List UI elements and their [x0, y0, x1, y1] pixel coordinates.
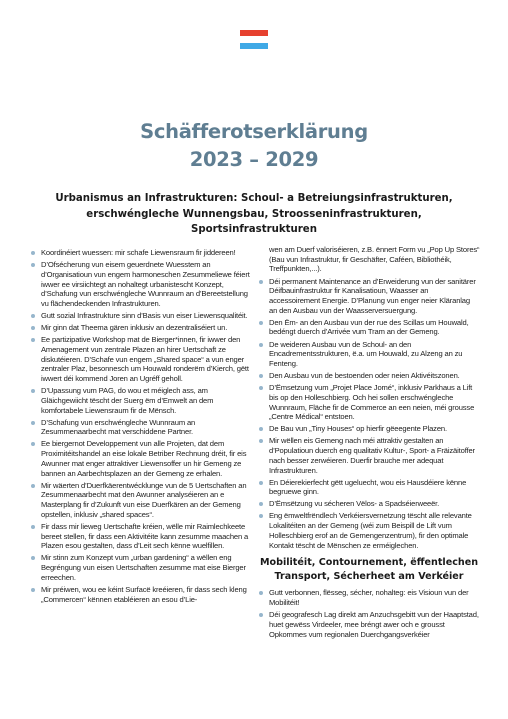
document-years: 2023 – 2029	[189, 148, 319, 171]
list-item: Eng ëmweltfrëndlech Verkéiersvernetzung tëscht alle relevante Lokalitéiten an der Gemeng (wéi zum Beispill de Lift vum Holleschbierg erof an de Gemengenzentrum), fir den optimale Kontakt tëscht de Mënschen ze erméiglechen.	[258, 511, 480, 550]
list-item: Ee biergernot Developpement vun alle Projeten, dat dem Proximitéitshandel an eise lokale Betriber Rechnung dréit, fir eis Awunner mat enger attraktiver Liewensoffer un hir Gemeng ze bannen an Aarbechtsplazen an der Gemeng ze erhalen.	[30, 439, 250, 478]
list-item: Den Ausbau vun de bestoenden oder neien Aktivéitszonen.	[258, 371, 480, 381]
list-item: De weideren Ausbau vun de Schoul- an den Encadrementsstrukturen, ë.a. um Houwald, zu Alzeng an zu Fenteng.	[258, 340, 480, 369]
list-item: D’Ëmsëtzung vu sécheren Vëlos- a Spadséierweeër.	[258, 499, 480, 509]
list-item: Gutt verbonnen, flësseg, sécher, nohalteg: eis Visioun vun der Mobilitéit!	[258, 588, 480, 607]
list-item: Mir wëllen eis Gemeng nach méi attraktiv gestalten an d’Populatioun duerch eng qualitativ Kultur-, Sport- a Fräizäitoffer nach besser zerwéieren. Duerfir brauche mer adequat Infrastrukturen.	[258, 436, 480, 475]
list-item: Mir ginn dat Theema gären inklusiv an dezentraliséiert un.	[30, 323, 250, 333]
list-item: Mir préiwen, wou ee kéint Surfacë kreéieren, fir dass sech kleng „Commercen“ kënnen etabléieren an esou d’Lie-	[30, 585, 250, 604]
section-heading-mobility: Mobilitéit, Contournement, ëffentlechen Transport, Sécherheet am Verkéier	[259, 557, 479, 582]
list-item: En Déierekierfecht gëtt ugeluecht, wou eis Hausdéiere kënne begruewe ginn.	[258, 478, 480, 497]
list-item: D’Ëmsetzung vum „Projet Place Jomé“, inklusiv Parkhaus a Lift bis op den Holleschbierg. Och hei sollen erschwéngleche Wunnraum, Fläche fir de Commerce an een neien, méi grousse „Centre Médical“ entstoen.	[258, 383, 480, 422]
left-column	[30, 248, 250, 607]
list-item: Déi permanent Maintenance an d’Erweiderung vun der sanitärer Déifbauinfrastruktur fir Kanalisatioun, Waasser an accessoirement Energie. D’Planung vun enger neier Kläranlag an den Ausbau vun der Waasserversuergung.	[258, 277, 480, 316]
list-item: De Bau vun „Tiny Houses“ op hierfir gëeegente Plazen.	[258, 424, 480, 434]
list-item: D’Ofsécherung vun eisem geuerdnete Wuesstem an d’Organisatioun vun engem harmoneschen Zesummeliewe féiert iwwer ee virsiichtegt an nohaltegt urbanistescht Konzept, d’Schafung vun erschwéngleche Wunnraum an d’Bereetstellung vu flächendeckenden Infrastrukturen.	[30, 260, 250, 309]
document-title: Schäfferotserklärung	[140, 120, 368, 143]
list-item: Mir wäerten d’Duerfkäerentwécklunge vun de 5 Uertschaften an Zesummenaarbecht mat den Awunner analyséieren an e Masterplang fir d’Zukunft vun eise Duerfkären an der Gemeng opstellen, inklusiv „shared spaces“.	[30, 481, 250, 520]
list-item: Déi geografesch Lag direkt am Anzuchsgebitt vun der Haaptstad, huet gewëss Virdeeler, mee bréngt awer och e grousst Opkommes vum regionalen Duerchgangsverkéier	[258, 610, 480, 639]
flag-stripe-blue	[240, 43, 268, 49]
section-heading-urbanism: Urbanismus an Infrastrukturen: Schoul- a Betreiungsinfrastrukturen, erschwéngleche Wunnengsbau, Stroosseninfrastrukturen, Sportsinfrastrukturen	[55, 193, 453, 235]
list-item: Gutt sozial Infrastrukture sinn d’Basis vun eiser Liewensqualitéit.	[30, 311, 250, 321]
list-item-continuation: wen am Duerf valoriséieren, z.B. ënnert Form vu „Pop Up Stores“ (Bau vun Infrastruktur, fir Geschäfter, Caféen, Bibliothéik, Treffpunkten,...).	[269, 245, 480, 274]
list-item: Fir dass mir lieweg Uertschafte kréien, wëlle mir Raimlechkeete bereet stellen, fir dass een Aktivitéite kann zesumme maachen a Plazen esou gestalten, dass d’Leit sech kënne wuelfillen.	[30, 522, 250, 551]
list-item: Den Ëm- an den Ausbau vun der rue des Scillas um Houwald, bedéngt duerch d’Arrivée vum Tram an der Gemeng.	[258, 318, 480, 337]
list-item: Ee partizipative Workshop mat de Bierger*innen, fir iwwer den Amenagement vun zentrale Plazen an hirer Uertschaft ze diskutéieren. D’Schafe vun engem „Shared space“ a vun enger zentraler Plaz, besonnesch um Houwald ronderëm d’Kierch, gëtt iwwert déi kommend Joren an Ugréff geholl.	[30, 335, 250, 384]
luxembourg-flag	[240, 30, 268, 49]
right-column	[258, 245, 480, 642]
list-item: Mir stinn zum Konzept vum „urban gardening“ a wëllen eng Begréngung vun eisen Uertschaften zesumme mat eise Bierger erreechen.	[30, 553, 250, 582]
list-item: Koordinéiert wuessen: mir schafe Liewensraum fir jiddereen!	[30, 248, 250, 258]
list-item: D’Schafung vun erschwéngleche Wunnraum an Zesummenaarbecht mat verschiddene Partner.	[30, 418, 250, 437]
list-item: D’Upassung vum PAG, do wou et méiglech ass, am Gläichgewiicht tëscht der Suerg ëm d’Emwelt an dem komfortabele Liewensraum fir de Mënsch.	[30, 386, 250, 415]
